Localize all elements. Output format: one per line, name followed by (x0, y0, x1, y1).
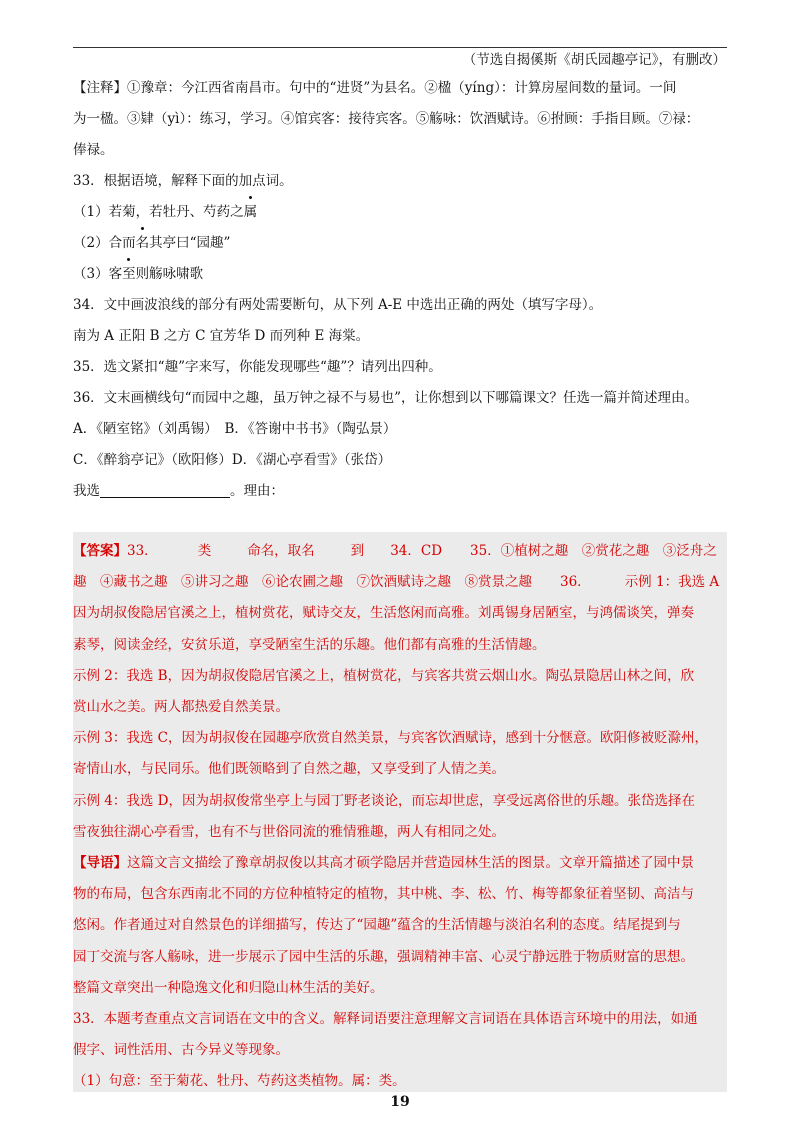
answer-line: 因为胡叔俊隐居官溪之上，植树赏花，赋诗交友，生活悠闲而高雅。刘禹锡身居陋室，与鸿儒谈笑，弹奏 (73, 605, 694, 622)
answer-line: 雪夜独往湖心亭看雪，也有不与世俗同流的雅情雅趣，两人有相同之处。 (73, 823, 505, 840)
guide-line: 假字、词性活用、古今异义等现象。 (73, 1042, 289, 1059)
header-rule (73, 47, 727, 48)
q36-choice: 我选 。理由： (73, 483, 284, 499)
question-block (73, 73, 729, 507)
q33-item: （3）客至则觞咏啸歌 (73, 259, 729, 290)
answer-tag: 【答案】 (73, 543, 127, 559)
source-note: （节选自揭傒斯《胡氏园趣亭记》，有删改） (462, 52, 726, 68)
page-number: 19 (390, 1094, 410, 1110)
q36-options: C．《醉翁亭记》（欧阳修）D．《湖心亭看雪》（张岱） (73, 452, 392, 468)
note-line: 为一楹。③肄（yì）：练习，学习。④馆宾客：接待宾客。⑤觞咏：饮酒赋诗。⑥拊顾：手指目顾。⑦禄： (73, 111, 700, 127)
answer-line: 趣 ④藏书之趣 ⑤讲习之趣 ⑥论农圃之趣 ⑦饮酒赋诗之趣 ⑧赏景之趣 36． 示例 1：我选 A (73, 574, 720, 591)
answer-blank (100, 482, 230, 498)
guide-line: 园丁交流与客人觞咏，进一步展示了园中生活的乐趣，强调精神丰富、心灵宁静远胜于物质财富的思想。 (73, 948, 694, 965)
note-line: 俸禄。 (73, 142, 114, 158)
guide-line: （1）句意：至于菊花、牡丹、芍药这类植物。属：类。 (73, 1073, 406, 1090)
q33-item: （2）合而名其亭曰“园趣” (73, 228, 729, 259)
q34-stem: 34．文中画波浪线的部分有两处需要断句，从下列 A-E 中选出正确的两处（填写字母）。 (73, 297, 603, 313)
note-line: 【注释】①豫章：今江西省南昌市。句中的“进贤”为县名。②楹（yíng）：计算房屋间数的量词。一间 (73, 80, 677, 96)
guide-line: 33．本题考查重点文言词语在文中的含义。解释词语要注意理解文言词语在具体语言环境中的用法，如通 (73, 1011, 698, 1028)
guide-line: 整篇文章突出一种隐逸文化和归隐山林生活的美好。 (73, 979, 384, 996)
q35-stem: 35．选文紧扣“趣”字来写，你能发现哪些“趣”？请列出四种。 (73, 359, 442, 375)
q33-item: （1）若菊，若牡丹、芍药之属 (73, 197, 729, 228)
q36-stem: 36．文末画横线句“而园中之趣，虽万钟之禄不与易也”，让你想到以下哪篇课文？任选一篇并简述理由。 (73, 390, 698, 406)
dotted-word: 属 (244, 197, 258, 228)
q33-stem: 33．根据语境，解释下面的加点词。 (73, 173, 293, 189)
answer-line: 素琴，阅读金经，安贫乐道，享受陋室生活的乐趣。他们都有高雅的生活情趣。 (73, 636, 546, 653)
q36-options: A．《陋室铭》（刘禹锡） B．《答谢中书书》（陶弘景） (73, 421, 397, 437)
dotted-word: 至 (122, 259, 136, 290)
guide-line: 悠闲。作者通过对自然景色的详细描写，传达了“园趣”蕴含的生活情趣与淡泊名利的态度。结尾提到与 (73, 917, 681, 934)
answer-block (73, 536, 727, 1098)
answer-line: 寄情山水，与民同乐。他们既领略到了自然之趣，又享受到了人情之美。 (73, 761, 505, 778)
answer-line: 【答案】33． 类 命名，取名 到 34．CD 35．①植树之趣 ②赏花之趣 ③泛舟之 (73, 543, 717, 559)
answer-line: 示例 2：我选 B，因为胡叔俊隐居官溪之上，植树赏花，与宾客共赏云烟山水。陶弘景隐居山林之间，欣 (73, 667, 695, 684)
guide-line: 【导语】这篇文言文描绘了豫章胡叔俊以其高才硕学隐居并营造园林生活的图景。文章开篇描述了园中景 (73, 855, 694, 872)
answer-line: 示例 4：我选 D，因为胡叔俊常坐亭上与园丁野老谈论，而忘却世虑，享受远离俗世的乐趣。张岱选择在 (73, 792, 695, 809)
dotted-word: 名 (136, 228, 150, 259)
q34-line: 南为 A 正阳 B 之方 C 宜芳华 D 而列种 E 海棠。 (73, 328, 370, 344)
answer-line: 示例 3：我选 C，因为胡叔俊在园趣亭欣赏自然美景，与宾客饮酒赋诗，感到十分惬意。欧阳修被贬滁州， (73, 730, 708, 747)
guide-line: 物的布局，包含东西南北不同的方位种植特定的植物，其中桃、李、松、竹、梅等都象征着坚韧、高洁与 (73, 886, 694, 903)
guide-tag: 【导语】 (73, 855, 127, 872)
answer-line: 赏山水之美。两人都热爱自然美景。 (73, 699, 289, 716)
